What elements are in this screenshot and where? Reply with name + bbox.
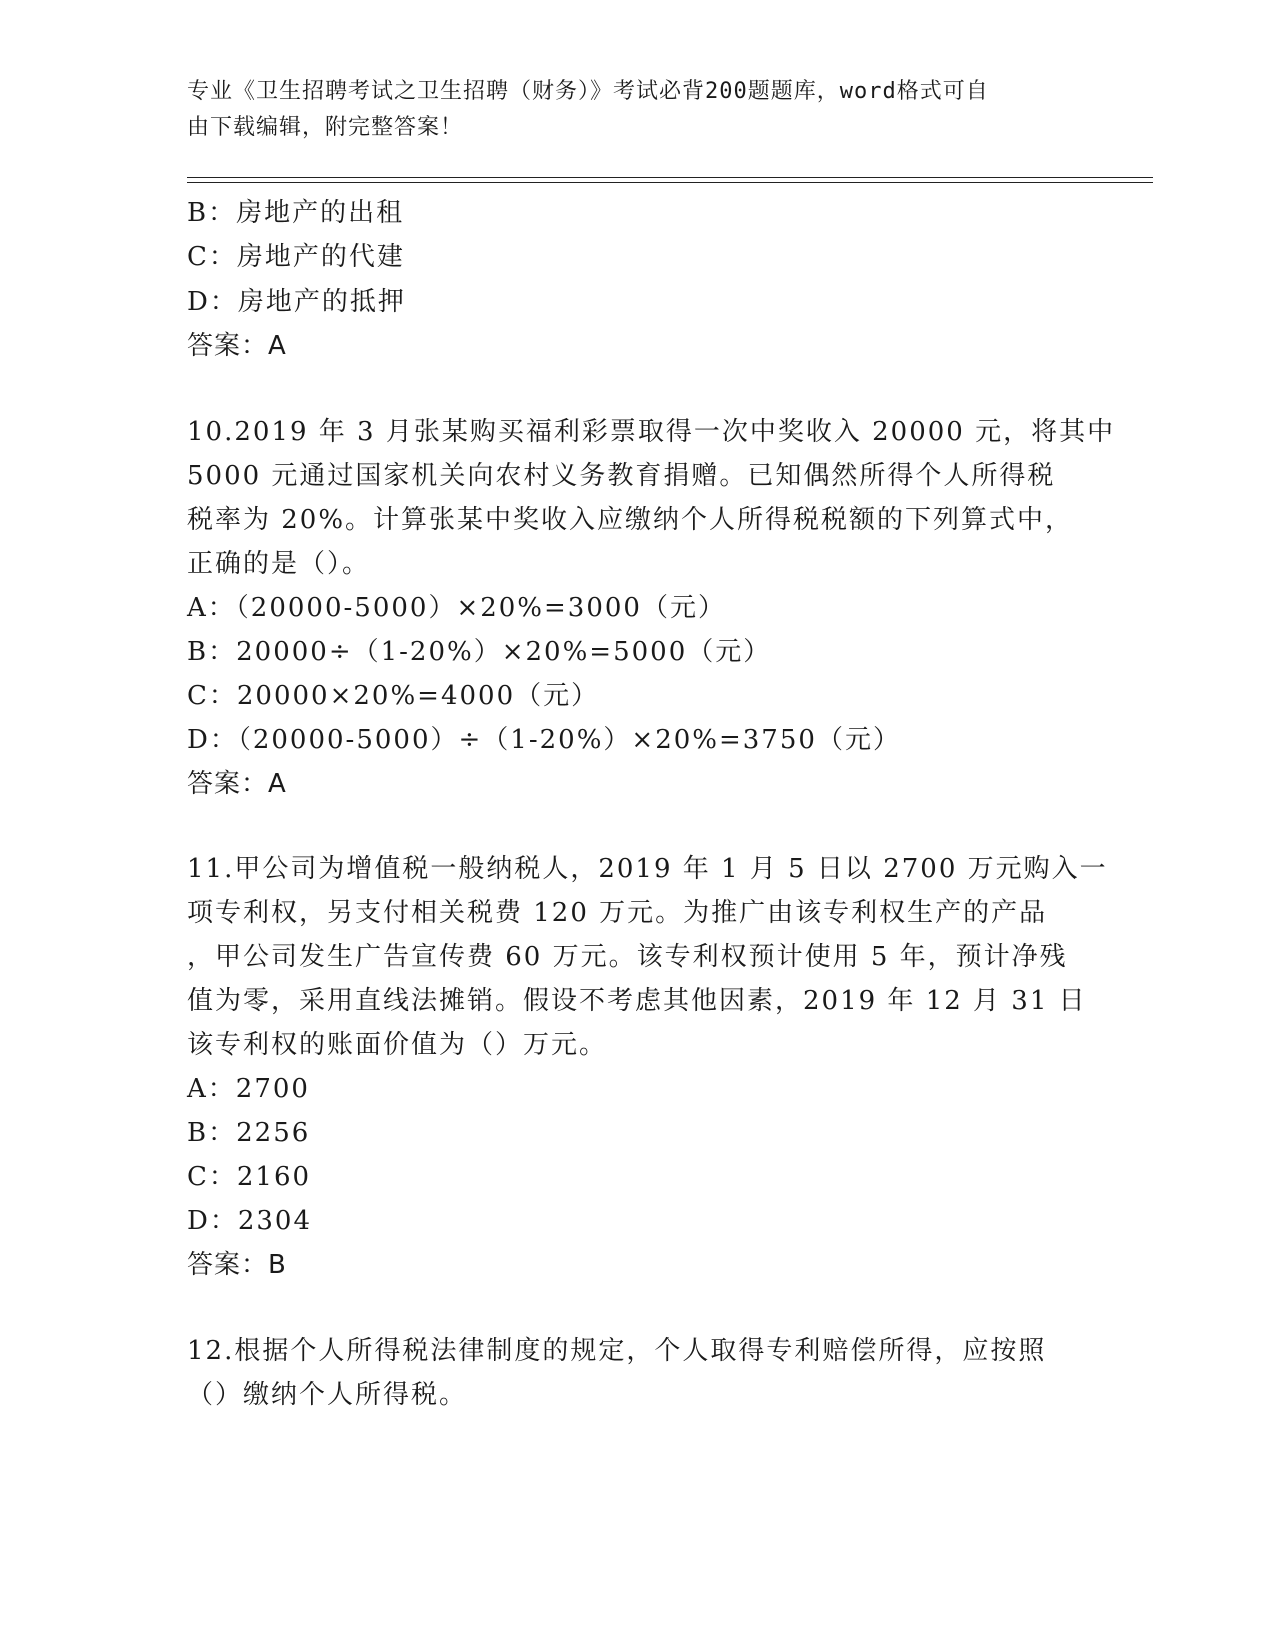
q9-option-b: B：房地产的出租 (187, 198, 405, 228)
q10-option-b: B：20000÷（1-20%）×20%=5000（元） (187, 637, 772, 667)
q10-stem-line-1: 10.2019 年 3 月张某购买福利彩票取得一次中奖收入 20000 元，将其中 (187, 417, 1116, 447)
q10-option-d: D：（20000-5000）÷（1-20%）×20%=3750（元） (187, 725, 901, 755)
q11-option-b: B：2256 (187, 1118, 311, 1148)
q9-answer: 答案：A (187, 331, 287, 361)
q10-stem-line-2: 5000 元通过国家机关向农村义务教育捐赠。已知偶然所得个人所得税 (187, 461, 1056, 491)
q11-stem-line-5: 该专利权的账面价值为（）万元。 (187, 1030, 608, 1060)
header-divider-bottom (187, 182, 1153, 183)
q11-stem-line-3: ，甲公司发生广告宣传费 60 万元。该专利权预计使用 5 年，预计净残 (187, 942, 1068, 972)
q11-option-a: A：2700 (187, 1074, 310, 1104)
q10-stem-line-4: 正确的是（）。 (187, 549, 371, 579)
header-line-2: 由下载编辑，附完整答案！ (187, 115, 464, 140)
q11-stem-line-2: 项专利权，另支付相关税费 120 万元。为推广由该专利权生产的产品 (187, 898, 1048, 928)
header-divider-top (187, 177, 1153, 178)
q10-option-a: A：（20000-5000）×20%=3000（元） (187, 593, 726, 623)
q10-stem-line-3: 税率为 20%。计算张某中奖收入应缴纳个人所得税税额的下列算式中， (187, 505, 1074, 535)
q12-stem-line-2: （）缴纳个人所得税。 (187, 1380, 468, 1410)
q10-answer: 答案：A (187, 769, 287, 799)
q9-option-d: D：房地产的抵押 (187, 287, 406, 317)
q11-option-c: C：2160 (187, 1162, 312, 1192)
q11-option-d: D：2304 (187, 1206, 313, 1236)
q11-answer: 答案：B (187, 1250, 287, 1280)
q11-stem-line-1: 11.甲公司为增值税一般纳税人，2019 年 1 月 5 日以 2700 万元购入一 (187, 854, 1108, 884)
q12-stem-line-1: 12.根据个人所得税法律制度的规定，个人取得专利赔偿所得，应按照 (187, 1336, 1047, 1366)
q9-option-c: C：房地产的代建 (187, 242, 405, 272)
q10-option-c: C：20000×20%=4000（元） (187, 681, 600, 711)
document-header (187, 74, 1067, 146)
q11-stem-line-4: 值为零，采用直线法摊销。假设不考虑其他因素，2019 年 12 月 31 日 (187, 986, 1087, 1016)
header-line-1: 专业《卫生招聘考试之卫生招聘（财务）》考试必背200题题库，word格式可自 (187, 79, 989, 104)
